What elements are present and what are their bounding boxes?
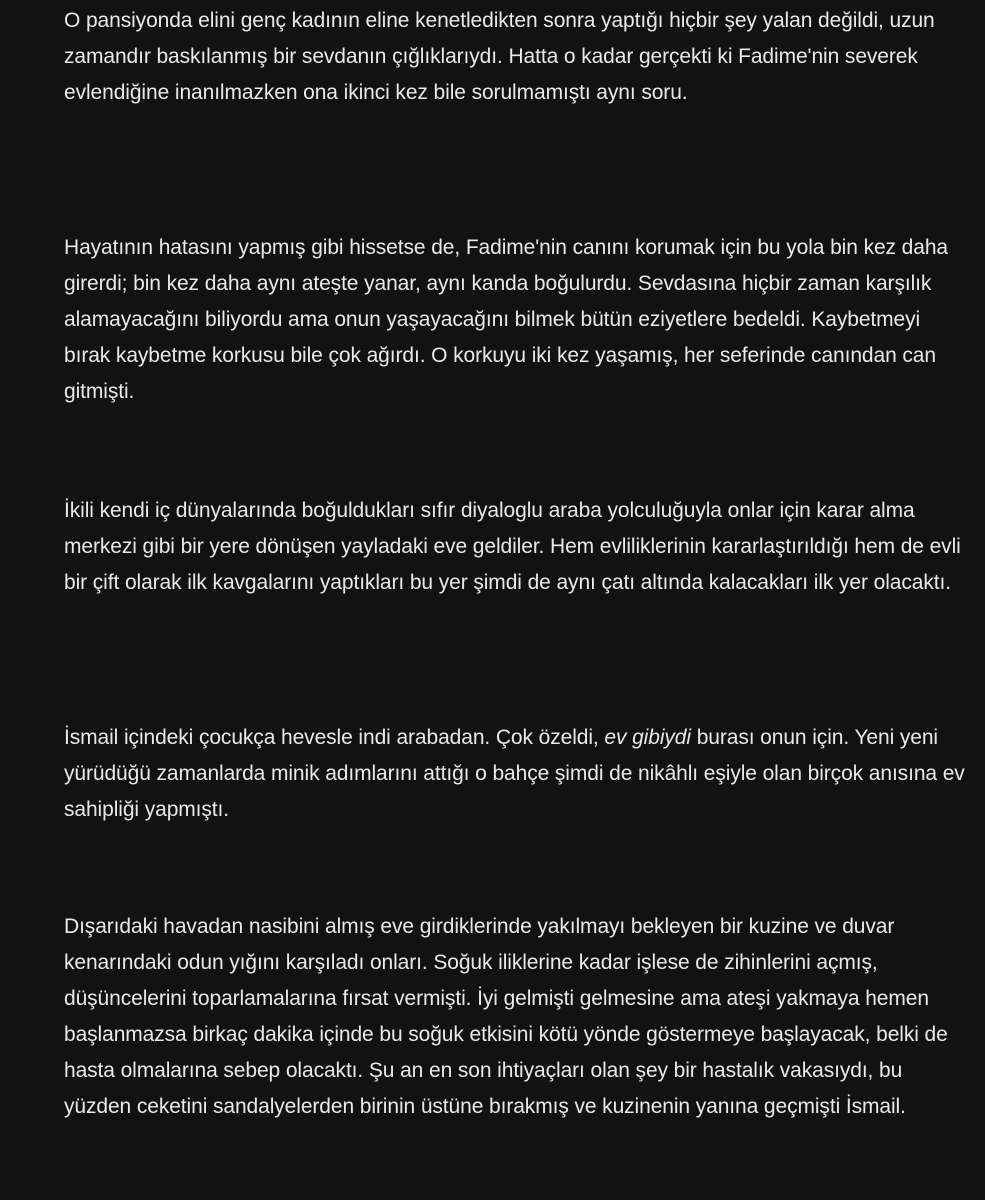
paragraph-4-start: İsmail içindeki çocukça hevesle indi arabadan. Çok özeldi, <box>64 726 605 749</box>
paragraph-4 <box>64 720 972 828</box>
paragraph-1: O pansiyonda elini genç kadının eline kenetledikten sonra yaptığı hiçbir şey yalan değildi, uzun zamandır baskılanmış bir sevdanın çığlıklarıydı. Hatta o kadar gerçekti ki Fadime'nin severek evlendiğine inanılmazken ona ikinci kez bile sorulmamıştı aynı soru. <box>64 9 935 104</box>
paragraph-4-end: burası onun için. Yeni yeni yürüdüğü zamanlarda minik adımlarını attığı o bahçe şimdi de nikâhlı eşiyle olan birçok anısına ev sahipliği yapmıştı. <box>64 726 965 821</box>
paragraph-3: İkili kendi iç dünyalarında boğuldukları sıfır diyaloglu araba yolculuğuyla onlar için karar alma merkezi gibi bir yere dönüşen yayladaki eve geldiler. Hem evliliklerinin kararlaştırıldığı hem de evli bir çift olarak ilk kavgalarını yaptıkları bu yer şimdi de aynı çatı altında kalacakları ilk yer olacaktı. <box>64 499 961 594</box>
paragraph-5: Dışarıdaki havadan nasibini almış eve girdiklerinde yakılmayı bekleyen bir kuzine ve duvar kenarındaki odun yığını karşıladı onları. Soğuk iliklerine kadar işlese de zihinlerini açmış, düşüncelerini toparlamalarına fırsat vermişti. İyi gelmişti gelmesine ama ateşi yakmaya hemen başlanmazsa birkaç dakika içinde bu soğuk etkisini kötü yönde göstermeye başlayacak, belki de hasta olmalarına sebep olacaktı. Şu an en son ihtiyaçları olan şey bir hastalık vakasıydı, bu yüzden ceketini sandalyelerden birinin üstüne bırakmış ve kuzinenin yanına geçmişti İsmail. <box>64 915 948 1118</box>
paragraph-2: Hayatının hatasını yapmış gibi hissetse de, Fadime'nin canını korumak için bu yola bin kez daha girerdi; bin kez daha aynı ateşte yanar, aynı kanda boğulurdu. Sevdasına hiçbir zaman karşılık alamayacağını biliyordu ama onun yaşayacağını bilmek bütün eziyetlere bedeldi. Kaybetmeyi bırak kaybetme korkusu bile çok ağırdı. O korkuyu iki kez yaşamış, her seferinde canından can gitmişti. <box>64 236 948 403</box>
paragraph-4-emphasis: ev gibiydi <box>604 726 691 749</box>
